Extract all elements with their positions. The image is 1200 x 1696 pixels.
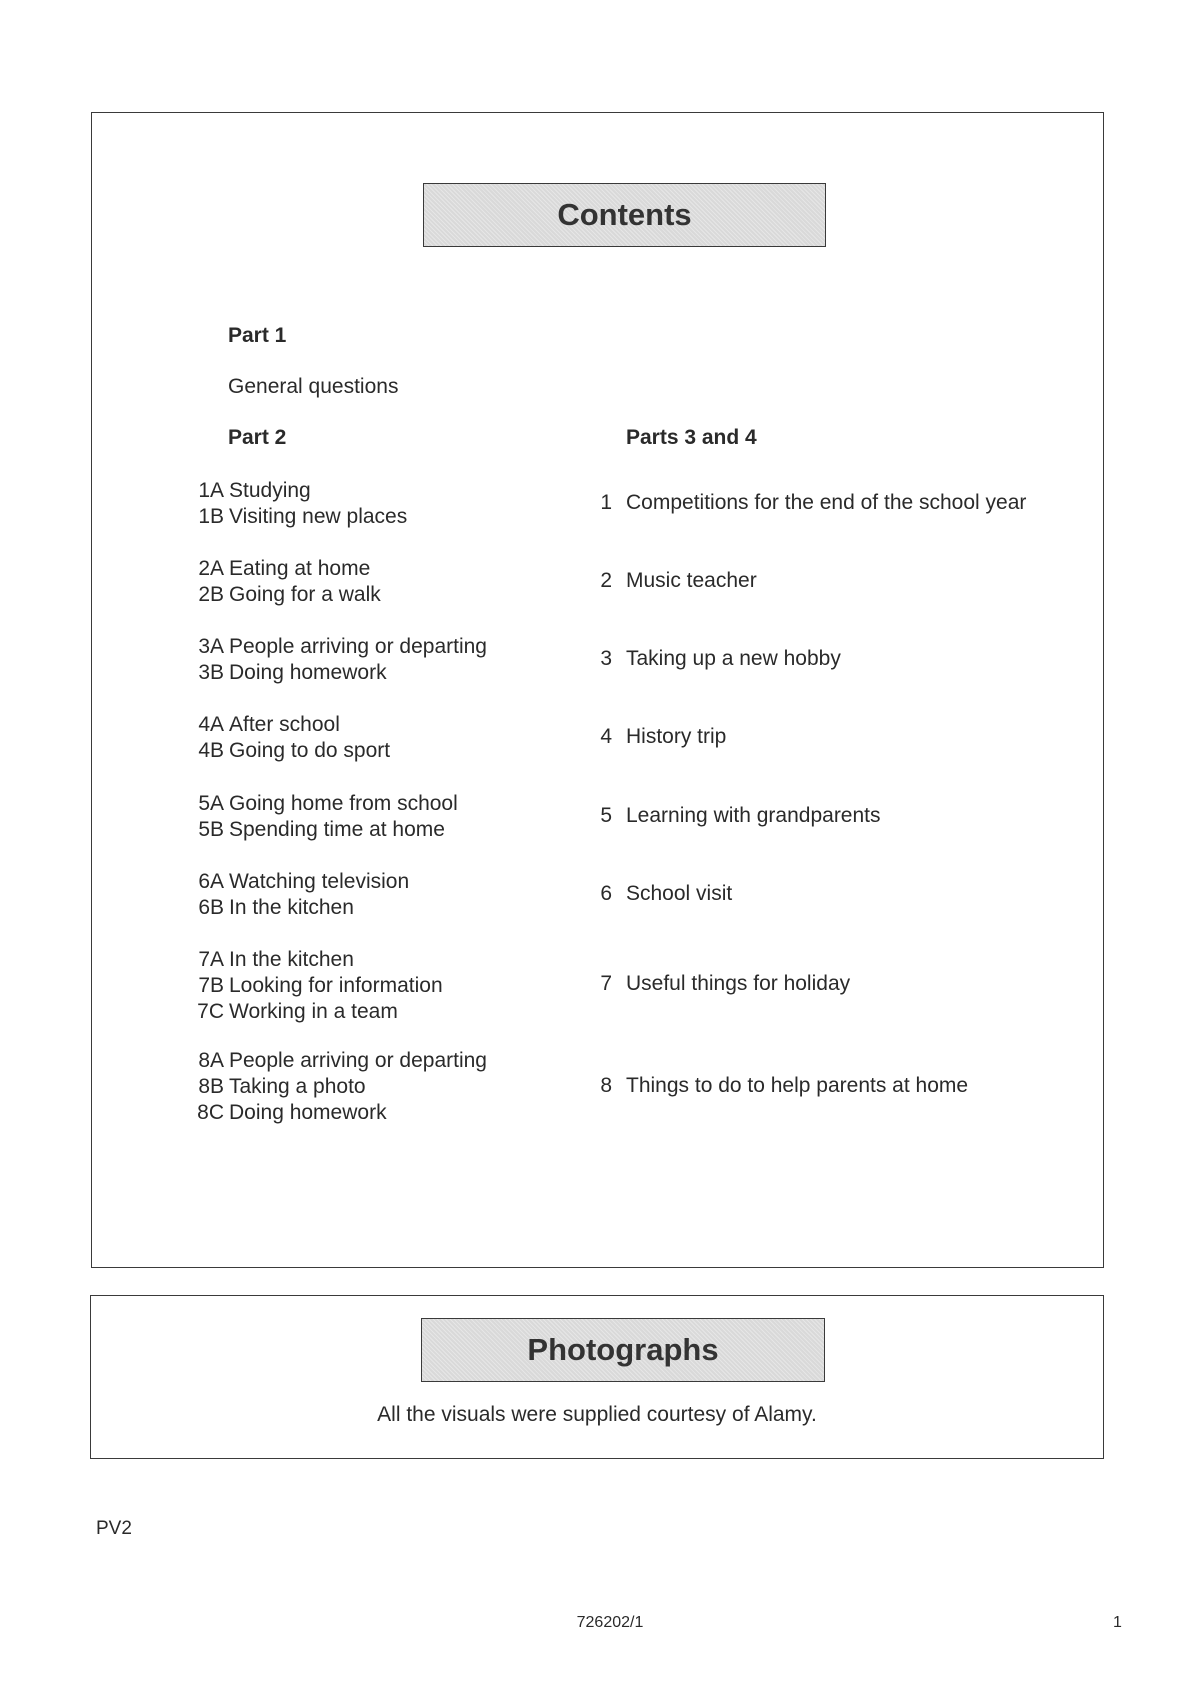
part2-item-code: 3A [198,635,224,658]
parts34-item-number: 3 [600,647,612,670]
part2-item-code: 8A [198,1049,224,1072]
part2-item-code: 2B [198,583,224,606]
part2-item-label: In the kitchen [229,948,354,971]
part2-item-label: In the kitchen [229,896,354,919]
part2-item-label: Taking a photo [229,1075,366,1098]
part1-title: Part 1 [228,324,287,347]
part1-subtitle: General questions [228,375,399,398]
part2-item-label: Working in a team [229,1000,398,1023]
part2-item-label: Doing homework [229,661,387,684]
parts34-item-label: School visit [626,882,733,905]
footer-paper-number: 726202/1 [576,1614,644,1631]
footer-code: PV2 [96,1518,132,1539]
parts34-item-label: History trip [626,725,727,748]
part2-item-code: 2A [198,557,224,580]
part2-item-code: 4B [198,739,224,762]
parts34-item-number: 5 [600,804,612,827]
part2-item-code: 1B [198,505,224,528]
part2-item-code: 6A [198,870,224,893]
part2-title: Part 2 [228,426,287,449]
photographs-credit: All the visuals were supplied courtesy of Alamy. [377,1403,817,1426]
part2-item-label: Studying [229,479,311,502]
part2-item-code: 1A [198,479,224,502]
photographs-heading: Photographs [421,1318,825,1382]
part2-item-label: Going to do sport [229,739,391,762]
part2-item-code: 5A [198,792,224,815]
part2-item-code: 3B [198,661,224,684]
part2-item-code: 7B [198,974,224,997]
parts34-item-number: 7 [600,972,612,995]
part2-item-label: People arriving or departing [229,1049,487,1072]
parts34-item-number: 2 [600,569,612,592]
part2-item-label: Eating at home [229,557,371,580]
part2-item-code: 4A [198,713,224,736]
part2-item-label: Spending time at home [229,818,445,841]
parts34-item-label: Things to do to help parents at home [626,1074,969,1097]
parts34-item-label: Useful things for holiday [626,972,851,995]
parts34-item-number: 6 [600,882,612,905]
part2-item-code: 8B [198,1075,224,1098]
footer-page-number: 1 [1113,1614,1122,1631]
parts34-item-number: 4 [600,725,612,748]
part2-item-code: 7C [197,1000,224,1023]
part2-item-code: 7A [198,948,224,971]
parts34-item-label: Competitions for the end of the school year [626,491,1027,514]
photographs-section [90,1295,1104,1459]
parts34-item-label: Taking up a new hobby [626,647,841,670]
part2-item-label: People arriving or departing [229,635,487,658]
part2-item-label: Going home from school [229,792,458,815]
part2-item-label: Looking for information [229,974,443,997]
part2-item-label: Watching television [229,870,410,893]
part2-item-label: Doing homework [229,1101,387,1124]
part2-item-code: 6B [198,896,224,919]
part2-item-code: 5B [198,818,224,841]
contents-section [91,112,1104,1268]
part2-item-label: After school [229,713,340,736]
parts34-item-label: Music teacher [626,569,757,592]
part2-item-code: 8C [197,1101,224,1124]
part2-item-label: Going for a walk [229,583,381,606]
parts34-item-number: 8 [600,1074,612,1097]
parts34-item-label: Learning with grandparents [626,804,881,827]
contents-heading: Contents [423,183,826,247]
parts34-title: Parts 3 and 4 [626,426,757,449]
parts34-item-number: 1 [600,491,612,514]
part2-item-label: Visiting new places [229,505,408,528]
